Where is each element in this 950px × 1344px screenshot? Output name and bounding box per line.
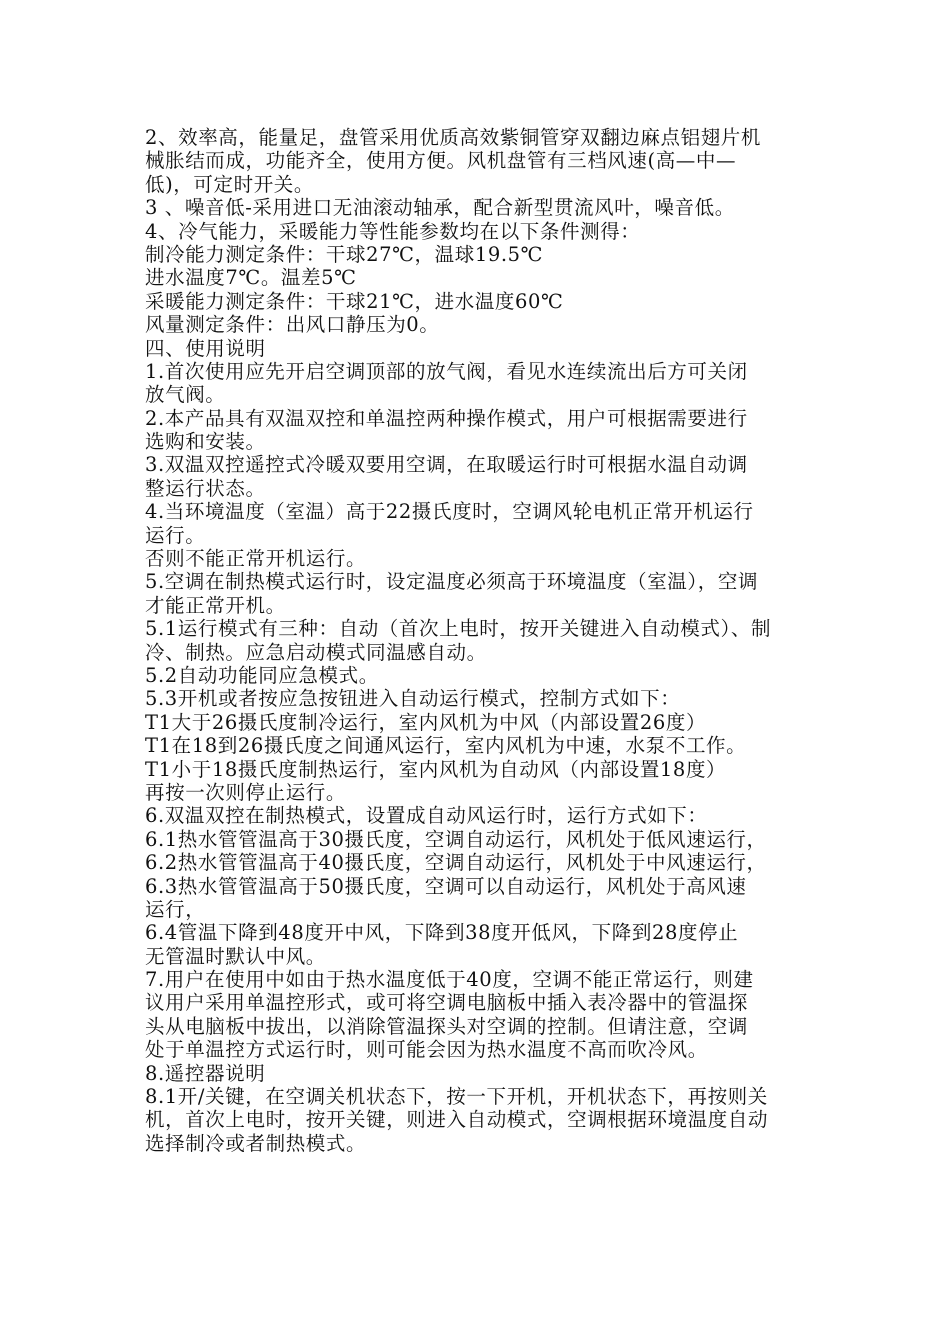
text-line: 2.本产品具有双温双控和单温控两种操作模式，用户可根据需要进行 bbox=[145, 406, 748, 430]
text-line: 6.1热水管管温高于30摄氏度，空调自动运行，风机处于低风速运行， bbox=[145, 827, 767, 851]
text-line: 机，首次上电时，按开关键，则进入自动模式，空调根据环境温度自动 bbox=[145, 1108, 769, 1132]
text-line: 否则不能正常开机运行。 bbox=[145, 547, 367, 571]
text-line: 4.当环境温度（室温）高于22摄氏度时，空调风轮电机正常开机运行 bbox=[145, 500, 754, 524]
text-line: 械胀结而成，功能齐全，使用方便。风机盘管有三档风速(高—中— bbox=[145, 149, 737, 173]
text-line: 8.1开/关键，在空调关机状态下，按一下开机，开机状态下，再按则关 bbox=[145, 1085, 768, 1109]
text-line: 4、冷气能力，采暖能力等性能参数均在以下条件测得： bbox=[145, 219, 641, 243]
text-line: 6.双温双控在制热模式，设置成自动风运行时，运行方式如下： bbox=[145, 804, 708, 828]
text-line: 无管温时默认中风。 bbox=[145, 944, 326, 968]
text-line: 进水温度7℃。温差5℃ bbox=[145, 266, 357, 290]
text-line: 1.首次使用应先开启空调顶部的放气阀，看见水连续流出后方可关闭 bbox=[145, 359, 748, 383]
text-line: 选购和安装。 bbox=[145, 430, 266, 454]
text-line: 运行。 bbox=[145, 523, 206, 547]
text-line: 风量测定条件：出风口静压为0。 bbox=[145, 313, 440, 337]
text-line: 5.2自动功能同应急模式。 bbox=[145, 663, 379, 687]
text-line: 采暖能力测定条件：干球21℃，进水温度60℃ bbox=[145, 289, 564, 313]
text-line: 再按一次则停止运行。 bbox=[145, 780, 347, 804]
text-line: 才能正常开机。 bbox=[145, 593, 286, 617]
text-line: 四、使用说明 bbox=[145, 336, 266, 360]
text-line: 头从电脑板中拔出，以消除管温探头对空调的控制。但请注意，空调 bbox=[145, 1014, 749, 1038]
text-line: 3 、噪音低-采用进口无油滚动轴承，配合新型贯流风叶，噪音低。 bbox=[145, 196, 735, 220]
text-line: 制冷能力测定条件：干球27℃，温球19.5℃ bbox=[145, 242, 544, 266]
text-line: 8.遥控器说明 bbox=[145, 1061, 266, 1085]
text-line: T1小于18摄氏度制热运行，室内风机为自动风（内部设置18度） bbox=[145, 757, 727, 781]
text-line: 2、效率高，能量足，盘管采用优质高效紫铜管穿双翻边麻点铝翅片机 bbox=[145, 126, 762, 149]
text-line: 整运行状态。 bbox=[145, 476, 266, 500]
text-line: 5.空调在制热模式运行时，设定温度必须高于环境温度（室温），空调 bbox=[145, 570, 759, 594]
text-line: 放气阀。 bbox=[145, 383, 226, 407]
text-line: 3.双温双控遥控式冷暖双要用空调，在取暖运行时可根据水温自动调 bbox=[145, 453, 748, 477]
text-line: 7.用户在使用中如由于热水温度低于40度，空调不能正常运行，则建 bbox=[145, 968, 754, 992]
text-line: 6.4管温下降到48度开中风，下降到38度开低风，下降到28度停止 bbox=[145, 921, 739, 945]
text-line: 5.1运行模式有三种：自动（首次上电时，按开关键进入自动模式）、制 bbox=[145, 617, 772, 641]
document-body bbox=[145, 126, 817, 1155]
text-line: 5.3开机或者按应急按钮进入自动运行模式，控制方式如下： bbox=[145, 687, 681, 711]
text-line: 6.2热水管管温高于40摄氏度，空调自动运行，风机处于中风速运行， bbox=[145, 851, 767, 875]
text-line: 处于单温控方式运行时，则可能会因为热水温度不高而吹冷风。 bbox=[145, 1038, 708, 1062]
text-line: 低)，可定时开关。 bbox=[145, 172, 315, 196]
text-line: 选择制冷或者制热模式。 bbox=[145, 1131, 367, 1155]
text-line: 议用户采用单温控形式，或可将空调电脑板中插入表冷器中的管温探 bbox=[145, 991, 749, 1015]
text-line: T1在18到26摄氏度之间通风运行，室内风机为中速，水泵不工作。 bbox=[145, 734, 747, 758]
text-line: 6.3热水管管温高于50摄氏度，空调可以自动运行，风机处于高风速 bbox=[145, 874, 747, 898]
text-line: 冷、制热。应急启动模式同温感自动。 bbox=[145, 640, 487, 664]
text-line: 运行， bbox=[145, 897, 206, 921]
text-line: T1大于26摄氏度制冷运行，室内风机为中风（内部设置26度） bbox=[145, 710, 707, 734]
